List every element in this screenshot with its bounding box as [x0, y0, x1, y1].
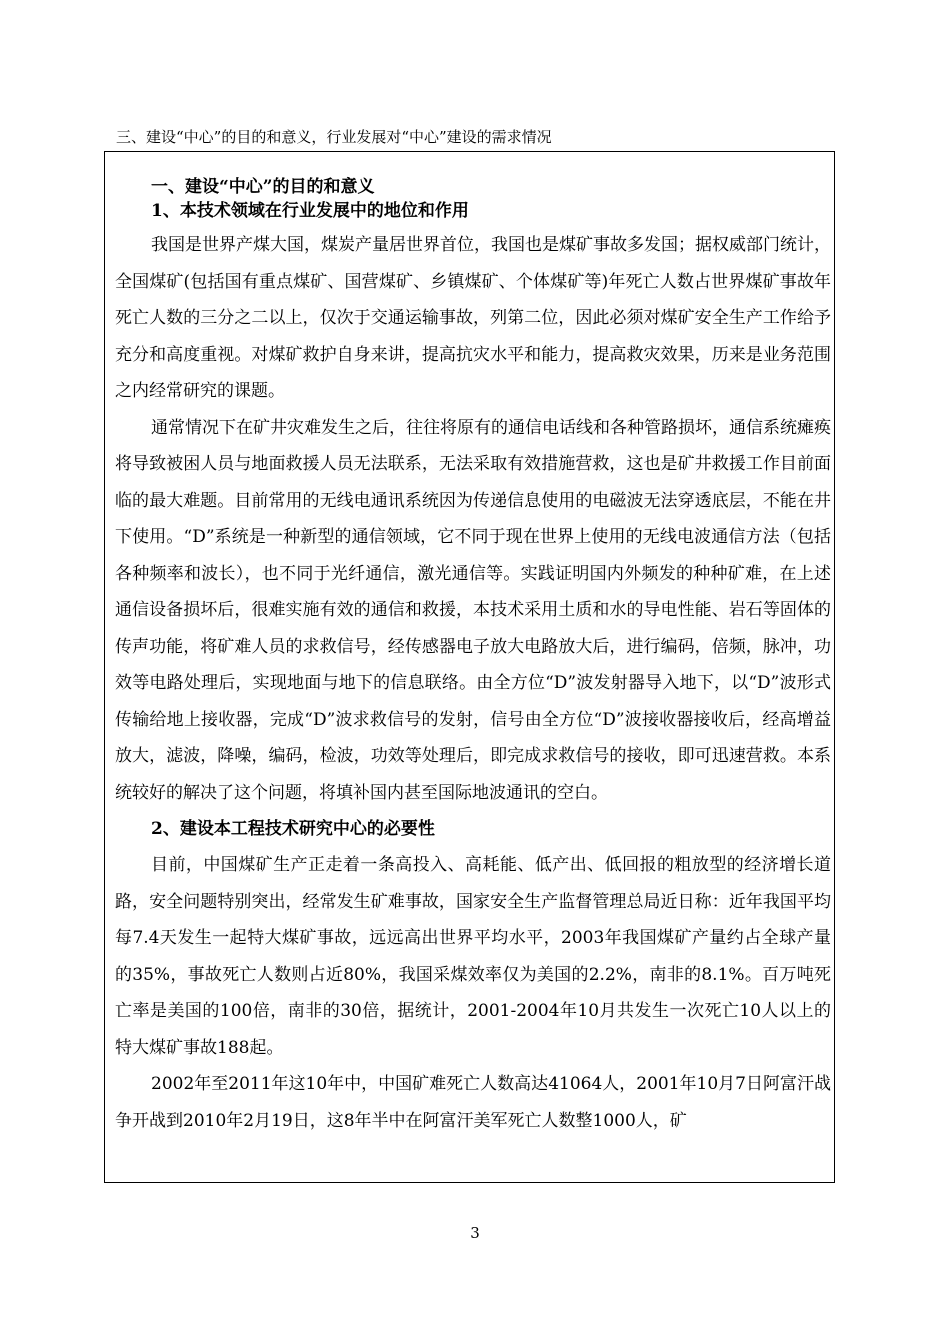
paragraph-statistics: 目前，中国煤矿生产正走着一条高投入、高耗能、低产出、低回报的粗放型的经济增长道路，安全问题特别突出，经常发生矿难事故，国家安全生产监督管理总局近日称：近年我国平均每7.4天发生一起特大煤矿事故，远远高出世界平均水平，2003年我国煤矿产量约占全球产量的35%，事故死亡人数则占近80%，我国采煤效率仅为美国的2.2%，南非的8.1%。百万吨死亡率是美国的100倍，南非的30倍，据统计，2001-2004年10月共发生一次死亡10人以上的特大煤矿事故188起。 [115, 855, 831, 1058]
paragraph-comparison: 2002年至2011年这10年中，中国矿难死亡人数高达41064人，2001年10月7日阿富汗战争开战到2010年2月19日，这8年半中在阿富汗美军死亡人数整1000人，矿 [115, 1074, 831, 1131]
paragraph-d-system: 通常情况下在矿井灾难发生之后，往往将原有的通信电话线和各种管路损坏，通信系统瘫痪将导致被困人员与地面救援人员无法联系，无法采取有效措施营救，这也是矿井救援工作目前面临的最大难题。目前常用的无线电通讯系统因为传递信息使用的电磁波无法穿透底层，不能在井下使用。“D”系统是一种新型的通信领域，它不同于现在世界上使用的无线电波通信方法（包括各种频率和波长），也不同于光纤通信，激光通信等。实践证明国内外频发的种种矿难，在上述通信设备损坏后，很难实施有效的通信和救援，本技术采用土质和水的导电性能、岩石等固体的传声功能，将矿难人员的求救信号，经传感器电子放大电路放大后，进行编码，倍频，脉冲，功效等电路处理后，实现地面与地下的信息联络。由全方位“D”波发射器导入地下，以“D”波形式传输给地上接收器，完成“D”波求救信号的发射，信号由全方位“D”波接收器接收后，经高增益放大，滤波，降噪，编码，检波，功效等处理后，即完成求救信号的接收，即可迅速营救。本系统较好的解决了这个问题，将填补国内甚至国际地波通讯的空白。 [115, 417, 831, 803]
page-number: 3 [470, 1224, 480, 1242]
paragraph-coal-safety: 我国是世界产煤大国，煤炭产量居世界首位，我国也是煤矿事故多发国；据权威部门统计，全国煤矿(包括国有重点煤矿、国营煤矿、乡镇煤矿、个体煤矿等)年死亡人数占世界煤矿事故年死亡人数的三分之二以上，仅次于交通运输事故，列第二位，因此必须对煤矿安全生产工作给予充分和高度重视。对煤矿救护自身来讲，提高抗灾水平和能力，提高救灾效果，历来是业务范围之内经常研究的课题。 [115, 235, 831, 401]
heading-purpose: 一、建设“中心”的目的和意义 [151, 177, 375, 197]
content-box [104, 151, 835, 1183]
subheading-necessity: 2、建设本工程技术研究中心的必要性 [151, 819, 435, 839]
content-body [115, 175, 831, 1139]
section-header: 三、建设“中心”的目的和意义，行业发展对“中心”建设的需求情况 [116, 128, 552, 146]
subheading-status: 1、本技术领域在行业发展中的地位和作用 [151, 201, 469, 221]
